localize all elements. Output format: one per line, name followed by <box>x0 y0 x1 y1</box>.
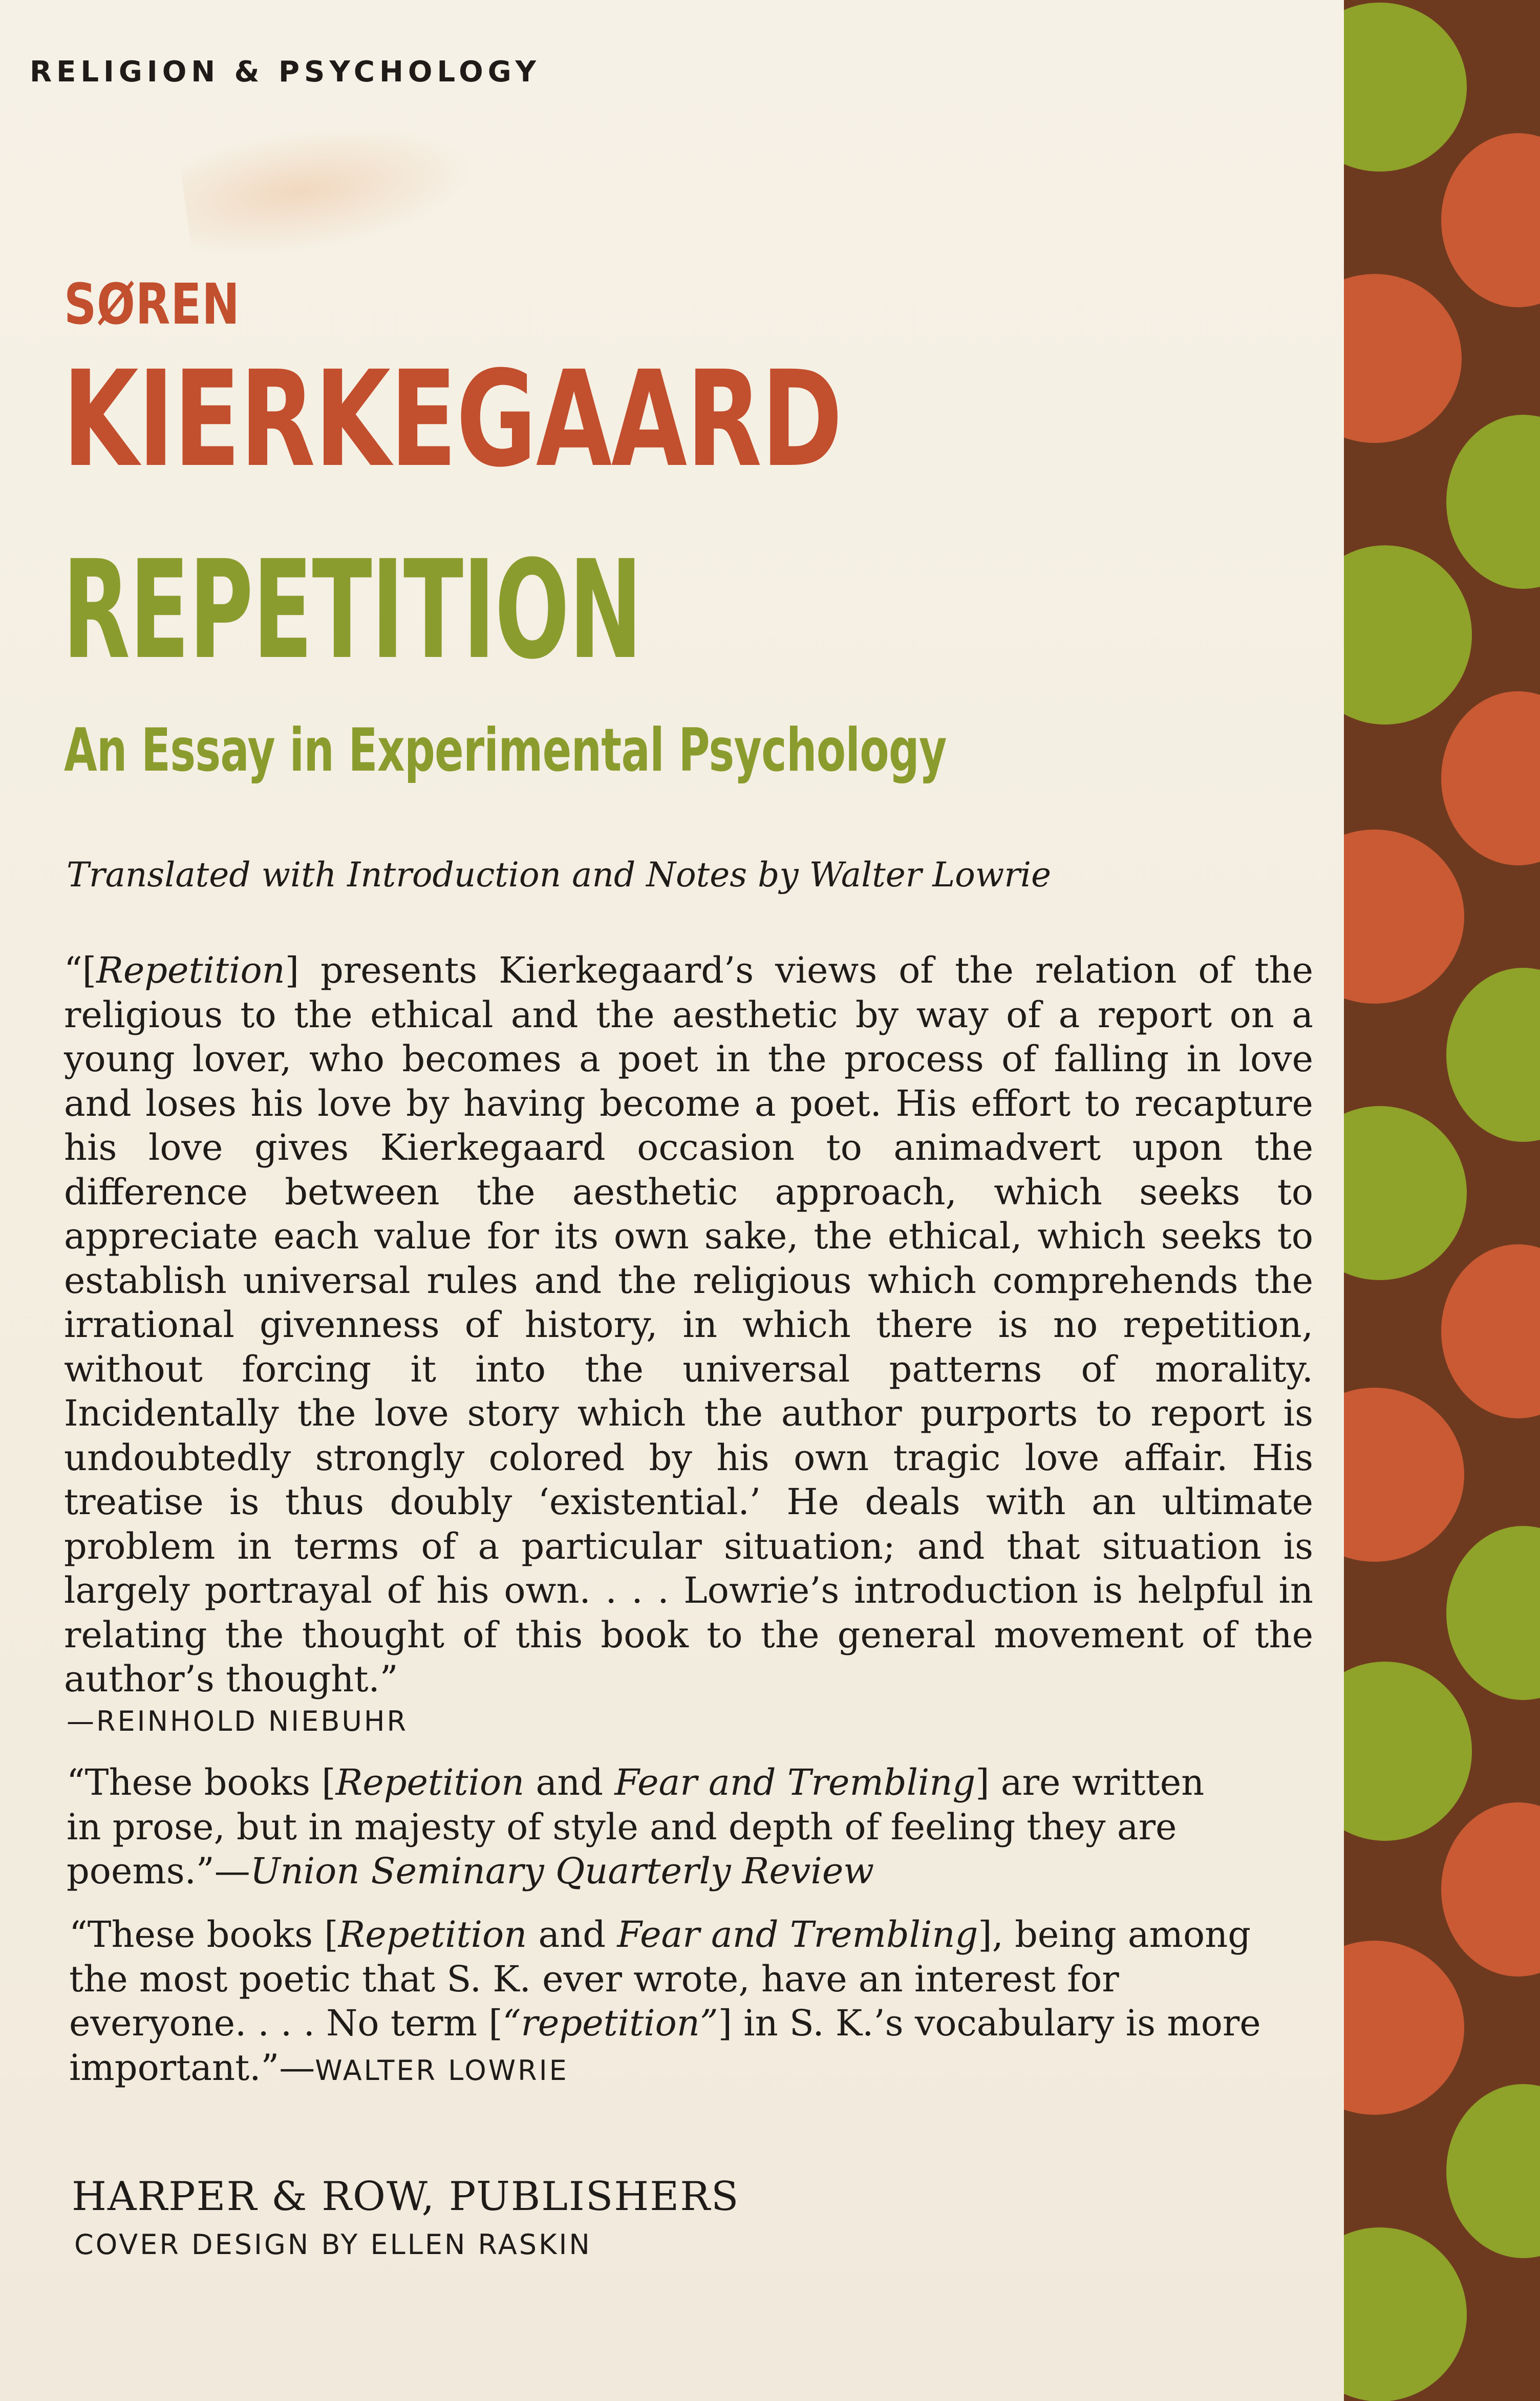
book-subtitle: An Essay in Experimental Psychology <box>64 716 947 785</box>
seminary-review-quote <box>67 1760 1224 1894</box>
book-title: REPETITION <box>62 532 642 689</box>
work-title: Fear and Trembling <box>614 1761 976 1803</box>
quote-body: ] in S. K.’s vocabulary is more important.”— <box>69 2002 1261 2089</box>
conjunction: and <box>527 1914 617 1956</box>
niebuhr-credit: —REINHOLD NIEBUHR <box>67 1705 409 1737</box>
quote-source: Union Seminary Quarterly Review <box>250 1850 874 1892</box>
translator-line: Translated with Introduction and Notes by Walter Lowrie <box>67 855 1052 895</box>
quote-body: ] presents Kierkegaard’s views of the relation of the religious to the ethical and the aesthetic by way of a report on a young lover, who becomes a poet in the process of falling in love and loses his love by having become a poet. His effort to recapture his love gives Kierkegaard occasion to animadvert upon the difference between the aesthetic approach, which seeks to appreciate each value for its own sake, the ethical, which seeks to establish universal rules and the religious which comprehends the irrational givenness of history, in which there is no repetition, without forcing it into the universal patterns of morality. Incidentally the love story which the author purports to report is undoubtedly strongly colored by his own tragic love affair. His treatise is thus doubly ‘existential.’ He deals with an ultimate problem in terms of a particular situation; and that situation is largely portrayal of his own. . . . Lowrie’s introduction is helpful in relating the thought of this book to the general movement of the author’s thought.” <box>64 949 1313 1700</box>
work-title: Fear and Trembling <box>617 1914 978 1956</box>
quote-open: “These books [ <box>69 1914 338 1956</box>
lowrie-quote <box>69 1913 1288 2093</box>
series-label: RELIGION & PSYCHOLOGY <box>30 55 541 89</box>
work-title: Repetition <box>335 1761 525 1803</box>
quote-open: “These books [ <box>67 1761 336 1803</box>
quote-body: ], being among the most poetic that S. K. ever wrote, have an interest for everyone. . . . No term [ <box>69 1914 1251 2044</box>
author-first-name: SØREN <box>64 271 240 337</box>
decorative-pattern-strip <box>1344 0 1540 2401</box>
conjunction: and <box>524 1761 615 1803</box>
cover-design-credit: COVER DESIGN BY ELLEN RASKIN <box>74 2228 592 2261</box>
niebuhr-quote <box>64 948 1313 1702</box>
work-title: Repetition <box>96 949 285 991</box>
author-last-name: KIERKEGAARD <box>62 343 842 496</box>
quoted-term: “repetition” <box>502 2002 718 2044</box>
quote-body: ] are written in prose, but in majesty of style and depth of feeling they are poems.”— <box>67 1761 1205 1892</box>
quote-open: “[ <box>64 949 97 991</box>
publisher: HARPER & ROW, PUBLISHERS <box>72 2174 740 2220</box>
lowrie-credit: WALTER LOWRIE <box>315 2054 569 2087</box>
work-title: Repetition <box>338 1914 527 1956</box>
